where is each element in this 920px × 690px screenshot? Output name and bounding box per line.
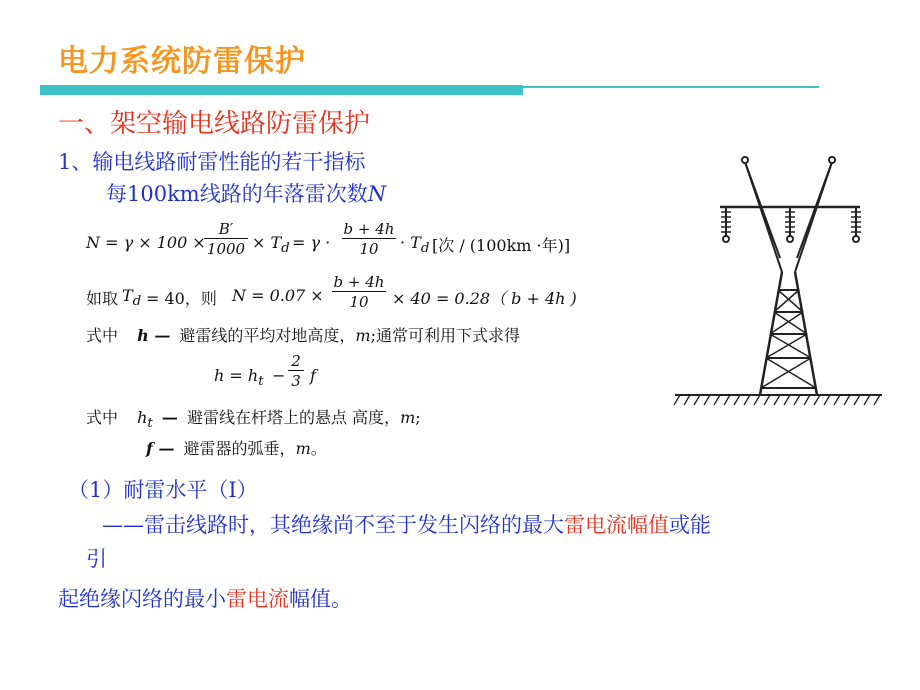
formula2-td-sub: d [132, 294, 142, 310]
slide-title: 电力系统防雷保护 [58, 44, 306, 79]
item1-sub-text: 每100km线路的年落雷次数 [106, 182, 368, 206]
formula2-frac-den: 10 [332, 291, 386, 311]
definition-h [86, 323, 520, 346]
formula3-frac-num: 2 [291, 352, 301, 370]
where1-text: 避雷线的平均对地高度， [179, 326, 356, 345]
formula2-prefix: 如取 [86, 289, 119, 308]
item1-sub-var: N [367, 182, 387, 206]
formula2-td [122, 286, 141, 309]
def1-b: 幅值 [627, 513, 669, 537]
definition-line-3 [58, 583, 352, 613]
formula1-lhs: N = γ × 100 × [86, 233, 206, 252]
formula1-frac1-den: 1000 [204, 238, 248, 258]
formula3-minus: − [272, 366, 286, 385]
formula1-frac1-num: B′ [218, 220, 234, 238]
formula1-frac2-den: 10 [342, 238, 396, 258]
level-heading: （1）耐雷水平（I） [68, 478, 258, 502]
formula-average-height [214, 354, 354, 400]
formula3-lhs-sub: t [258, 374, 264, 390]
where1-unit: m [355, 326, 371, 345]
where2-prefix: 式中 [86, 408, 119, 427]
where3-var: f — [146, 439, 175, 458]
definition-f [146, 436, 327, 459]
item1-heading: 1、输电线路耐雷性能的若干指标 [58, 150, 366, 174]
formula3-lhs-text: h = h [214, 366, 259, 385]
formula1-mid [252, 233, 290, 256]
where2-text: 避雷线在杆塔上的悬点 高度， [186, 408, 401, 427]
formula1-tail [400, 233, 429, 256]
formula2-eq1: = 40，则 [146, 289, 217, 308]
def1-a: ——雷击线路时，其绝缘尚不至于发生闪络的最大 [102, 513, 564, 537]
insulator-middle [785, 207, 795, 242]
where2-var [137, 408, 153, 432]
where2-var-sub: t [147, 416, 153, 432]
transmission-tower-illustration [670, 150, 885, 440]
where3-text: 避雷器的弧垂， [183, 439, 296, 458]
insulator-right [851, 207, 861, 242]
formula1-mid-sub: d [281, 241, 290, 257]
title-underline-bar [40, 85, 523, 95]
formula1-unit: [次 / (100km ·年)] [432, 236, 571, 255]
where2-var-text: h [137, 408, 148, 427]
definition-ht [86, 405, 421, 431]
formula2-td-text: T [122, 286, 133, 305]
where1-tail: ;通常可利用下式求得 [370, 326, 520, 345]
formula1-tail-sub: d [420, 241, 430, 257]
def3-b: 幅值。 [289, 587, 352, 611]
formula1-frac2 [342, 220, 396, 258]
where3-end: 。 [310, 439, 327, 458]
where1-var: h — [137, 326, 171, 345]
def1-red: 雷电流 [564, 513, 627, 537]
where2-dash: — [161, 408, 178, 427]
formula1-frac2-num: b + 4h [343, 220, 395, 238]
section-heading: 一、架空输电线路防雷保护 [58, 109, 371, 139]
formula2-n-expr: N = 0.07 × [232, 286, 324, 305]
formula3-var: f [310, 366, 316, 385]
ground-hatching [674, 395, 880, 405]
formula-example [86, 275, 626, 325]
def3-red: 雷电流 [226, 587, 289, 611]
formula1-mid-text: × T [252, 233, 282, 252]
where2-end: ; [415, 408, 421, 427]
formula3-frac-den: 3 [288, 370, 304, 390]
insulator-left [721, 207, 731, 242]
formula2-frac-num: b + 4h [333, 273, 385, 291]
item1-subheading [106, 178, 386, 208]
formula3-lhs [214, 366, 264, 389]
title-underline-thin [523, 86, 819, 88]
where1-prefix: 式中 [86, 326, 119, 345]
definition-line-2: 引 [86, 547, 107, 571]
def1-c: 或能 [669, 513, 711, 537]
formula2-tail: × 40 = 0.28（ b + 4h ) [392, 289, 577, 308]
where2-unit: m [400, 408, 416, 427]
formula1-frac1 [204, 220, 248, 258]
formula2-frac [332, 273, 386, 311]
formula3-frac [288, 352, 304, 390]
formula1-tail-text: · T [400, 233, 421, 252]
definition-line-1 [102, 509, 711, 539]
where3-unit: m [295, 439, 311, 458]
def3-a: 起绝缘闪络的最小 [58, 587, 226, 611]
formula-lightning-count [86, 222, 626, 272]
formula1-eq2: = γ · [292, 233, 331, 252]
